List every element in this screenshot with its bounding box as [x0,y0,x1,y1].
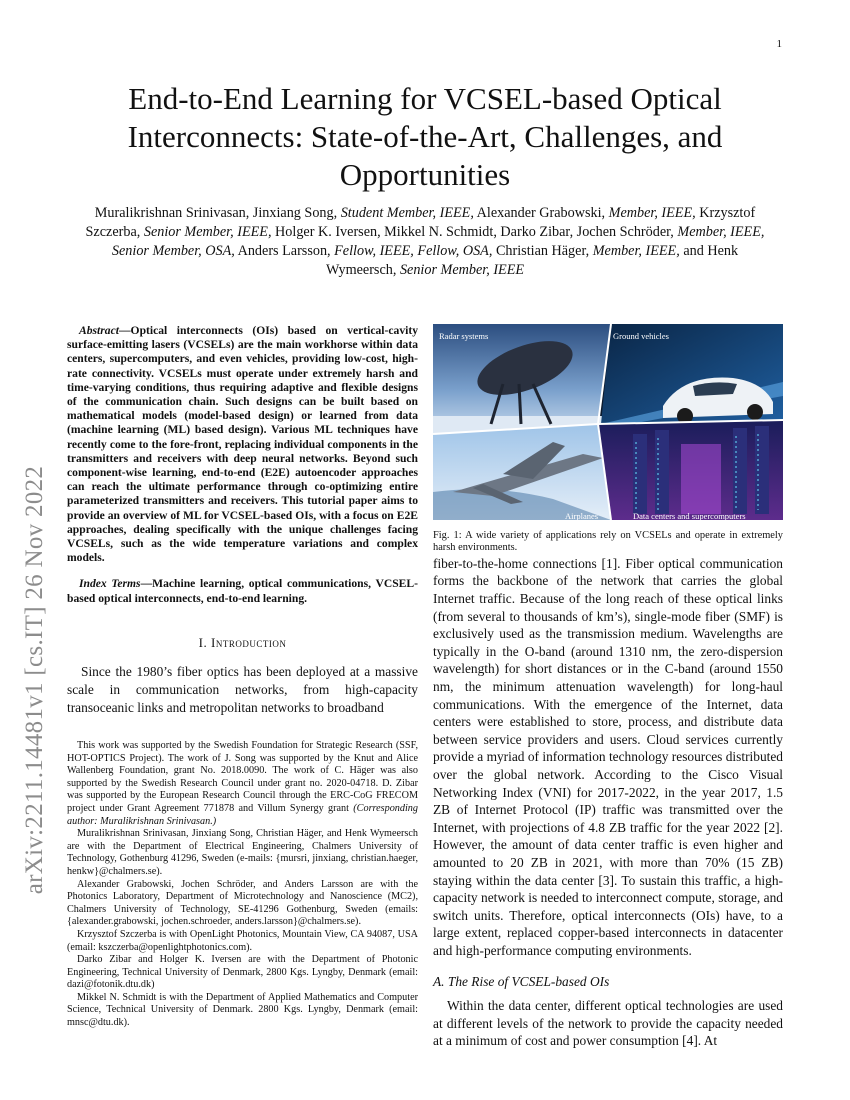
author-names: Holger K. Iversen, Mikkel N. Schmidt, Darko Zibar, Jochen Schröder, [271,224,678,240]
intro-paragraph: Since the 1980’s fiber optics has been deployed at a massive scale in communication networks, from high-capacity transoceanic links and metropolitan networks to broadband [67,664,418,715]
index-terms [67,577,418,605]
footnote-text: Mikkel N. Schmidt is with the Department of Applied Mathematics and Computer Science, Technical University of Denmark. 2800 Kgs. Lyngby, Denmark (email: mnsc@dtu.dk). [67,991,418,1029]
label-airplanes: Airplanes [565,511,599,520]
author-names: Anders Larsson, [234,243,335,259]
author-names: Christian Häger, [492,243,593,259]
paper-title: End-to-End Learning for VCSEL-based Optical Interconnects: State-of-the-Art, Challenges, and Opportunities [127,81,723,192]
footnote [67,954,418,992]
footnote-text: This work was supported by the Swedish Foundation for Strategic Research (SSF, HOT-OPTICS Project). The work of J. Song was supported by the Knut and Alice Wallenberg Foundation, grant No. 2018.0090. The work of C. Häger was also supported by the Swedish Research Council under grant no. 2020-04718. D. Zibar was supported by the European Research Council through the ERC-CoG FRECOM project under Grant Agreement 771878 and Villum Synergy grant [67,740,418,814]
arxiv-id-text: arXiv:2211.14481v1 [cs.IT] 26 Nov 2022 [21,465,48,895]
author-list [78,204,772,280]
left-column [67,324,418,716]
figure-illustration [433,324,783,520]
author-names: Alexander Grabowski, [473,205,609,221]
footnote-text: Krzysztof Szczerba is with OpenLight Photonics, Mountain View, CA 94087, USA (email: kszczerba@openlightphotonics.com). [67,928,418,953]
abstract [67,324,418,565]
author-membership: Member, IEEE, Senior Member, OSA, [111,224,765,259]
author-names: Krzysztof Szczerba, [85,205,756,240]
label-ground-vehicles: Ground vehicles [613,331,669,341]
figure-caption: Fig. 1: A wide variety of applications rely on VCSELs and operate in extremely harsh environments. [433,530,783,554]
author-membership: Member, IEEE, [608,205,696,221]
abstract-label: Abstract [79,324,119,337]
footnote-text: Darko Zibar and Holger K. Iversen are with the Department of Photonic Engineering, Technical University of Denmark, 2800 Kgs. Lyngby, Denmark (email: dazi@fotonik.dtu.dk) [67,954,418,991]
footnote-italic: (Corresponding author: Muralikrishnan Srinivasan.) [67,802,418,827]
footnote [67,992,418,1030]
author-membership: Fellow, IEEE, Fellow, OSA, [334,243,493,259]
label-radar-systems: Radar systems [439,331,489,341]
index-terms-text: —Machine learning, optical communications, VCSEL-based optical interconnects, end-to-end learning. [67,577,418,605]
footnote [67,929,418,954]
author-membership: Senior Member, IEEE [399,262,525,278]
footnote [67,740,418,828]
right-column [433,324,783,1050]
figure-1 [433,324,783,520]
footnote [67,828,418,878]
airplane-panel [433,424,611,520]
author-membership: Member, IEEE, [592,243,680,259]
footnote-text: Muralikrishnan Srinivasan, Jinxiang Song, Christian Häger, and Henk Wymeersch are with the Department of Electrical Engineering, Chalmers University of Technology, Gothenburg 41296, Sweden (e-mails: {mursri, jinxiang, christian.haeger, henkw}@chalmers.se). [67,828,418,877]
arxiv-identifier-sidebar [6,300,64,1060]
footnote [67,879,418,929]
author-membership: Senior Member, IEEE, [143,224,272,240]
author-names: and Henk Wymeersch, [325,243,739,278]
subsection-paragraph: Within the data center, different optical technologies are used at different levels of the network to provide the capacity needed at a minimum of cost and power consumption [4]. At [433,998,783,1049]
subsection-heading: A. The Rise of VCSEL-based OIs [433,974,610,990]
footnote-text: Alexander Grabowski, Jochen Schröder, and Anders Larsson are with the Photonics Laboratory, Department of Microtechnology and Nanoscience (MC2), Chalmers University of Technology, SE-41296 Gothenburg, Sweden (emails: {alexander.grabowski, jochen.schroeder, anders.larsson}@chalmers.se). [67,878,418,928]
right-column-paragraph: fiber-to-the-home connections [1]. Fiber optical communication forms the backbone of the network that carries the global Internet traffic. Because of the long reach of these optical links (from several to thousands of km’s), single-mode fiber (SMF) is exclusively used as the transmission medium. Wavelengths are typically in the O-band (around 1310 nm, the zero-dispersion wavelength) for short distances or in the C-band (around 1550 nm, the minimum attenuation wavelength) for long-haul communications. With the emergence of the Internet, data centers were established to store, process, and distribute data between service providers and users. Cloud services currently provide a myriad of information technology resources distributed over the global network. According to the Cisco Visual Networking Index (VNI) for 2017-2022, in the year 2017, 1.5 ZB of Internet Protocol (IP) traffic was transmitted over the Internet, with projections of 4.8 ZB traffic for the year 2022 [2]. However, the amount of data center traffic is even higher and amounted to 20 ZB in 2021, with more than 70% (15 ZB) staying within the data center [3]. To sustain this traffic, a high-capacity network is needed to interconnect compute, storage, and switch units. Therefore, optical interconnects (OIs) have, to a large extent, replaced copper-based interconnects in datacenter and high-performance computing environments. [433,555,783,958]
footnotes [67,740,418,1030]
index-terms-label: Index Terms [79,577,141,591]
section-title: Introduction [211,634,287,650]
section-heading-introduction [67,634,418,652]
abstract-text: —Optical interconnects (OIs) based on vertical-cavity surface-emitting lasers (VCSELs) are the main workhorse within data centers, supercomputers, and even vehicles, providing low-cost, high-rate connectivity. VCSELs must operate under extremely harsh and time-varying conditions, thus requiring adaptive and flexible designs of the communication chain. Such designs can be built based on mathematical models (model-based design) or learned from data (machine learning (ML) based design). Various ML techniques have recently come to the fore-front, replacing individual components in the transmitters and receivers with deep neural networks. Beyond such component-wise learning, end-to-end (E2E) autoencoder approaches can reach the ultimate performance through co-optimizing entire parameterized transmitters and receivers. This tutorial paper aims to provide an overview of ML for VCSEL-based OIs, with a focus on E2E approaches, dealing specifically with the unique challenges facing VCSELs, such as the wide temperature variations and complex models. [67,324,418,565]
datacenter-panel [598,420,783,520]
author-names: Muralikrishnan Srinivasan, Jinxiang Song, [94,205,341,221]
page-number: 1 [776,38,782,50]
author-membership: Student Member, IEEE, [340,205,474,221]
label-data-centers: Data centers and supercomputers [633,511,746,520]
section-number: I. [198,634,208,650]
